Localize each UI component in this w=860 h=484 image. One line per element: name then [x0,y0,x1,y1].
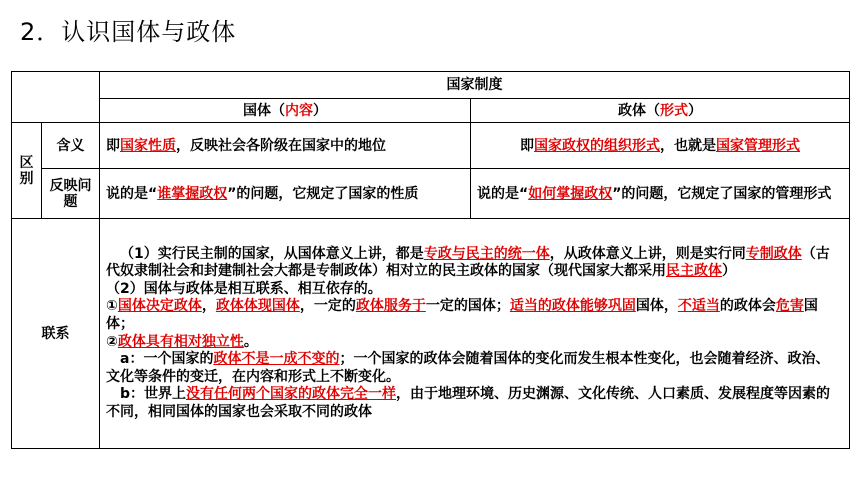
lianxi-paragraph-3: ①国体决定政体，政体体现国体，一定的政体服务于一定的国体；适当的政体能够巩固国体，不适当的政体会危害国体； [106,298,818,332]
lianxi-paragraph-2: （2）国体与政体是相互联系、相互依存的。 [106,280,382,297]
lianxi-paragraph-4: ②政体具有相对独立性。 [106,333,258,350]
lianxi-paragraph-1: （1）实行民主制的国家，从国体意义上讲，都是专政与民主的统一体，从政体意义上讲，则是实行同专制政体（古代奴隶制社会和封建制社会大都是专制政体）相对立的民主政体的国家（现代国家大都采用民主政体） [106,245,830,280]
lianxi-content [100,219,850,449]
corner-cell [12,72,100,123]
lianxi-paragraph-6: b：世界上没有任何两个国家的政体完全一样，由于地理环境、历史渊源、文化传统、人口素质、发展程度等因素的不同，相同国体的国家也会采取不同的政体 [106,386,831,420]
row-label-meaning: 含义 [42,123,100,169]
guoti-meaning: 即国家性质，反映社会各阶级在国家中的地位 [100,123,471,169]
header-zhengti: 政体（形式） [471,99,850,123]
zhengti-question: 说的是“如何掌握政权”的问题，它规定了国家的管理形式 [471,169,850,219]
qubie-label: 区别 [12,123,42,219]
header-guoti: 国体（内容） [100,99,471,123]
lianxi-label: 联系 [12,219,100,449]
lianxi-paragraph-5: a：一个国家的政体不是一成不变的；一个国家的政体会随着国体的变化而发生根本性变化，也会随着经济、政治、文化等条件的变迁，在内容和形式上不断变化。 [106,351,830,385]
zhengti-meaning: 即国家政权的组织形式，也就是国家管理形式 [471,123,850,169]
page-title: 2．认识国体与政体 [20,18,237,46]
state-system-table [11,71,850,449]
guoti-question: 说的是“谁掌握政权”的问题，它规定了国家的性质 [100,169,471,219]
header-state-system: 国家制度 [100,72,850,99]
row-label-question: 反映问题 [42,169,100,219]
